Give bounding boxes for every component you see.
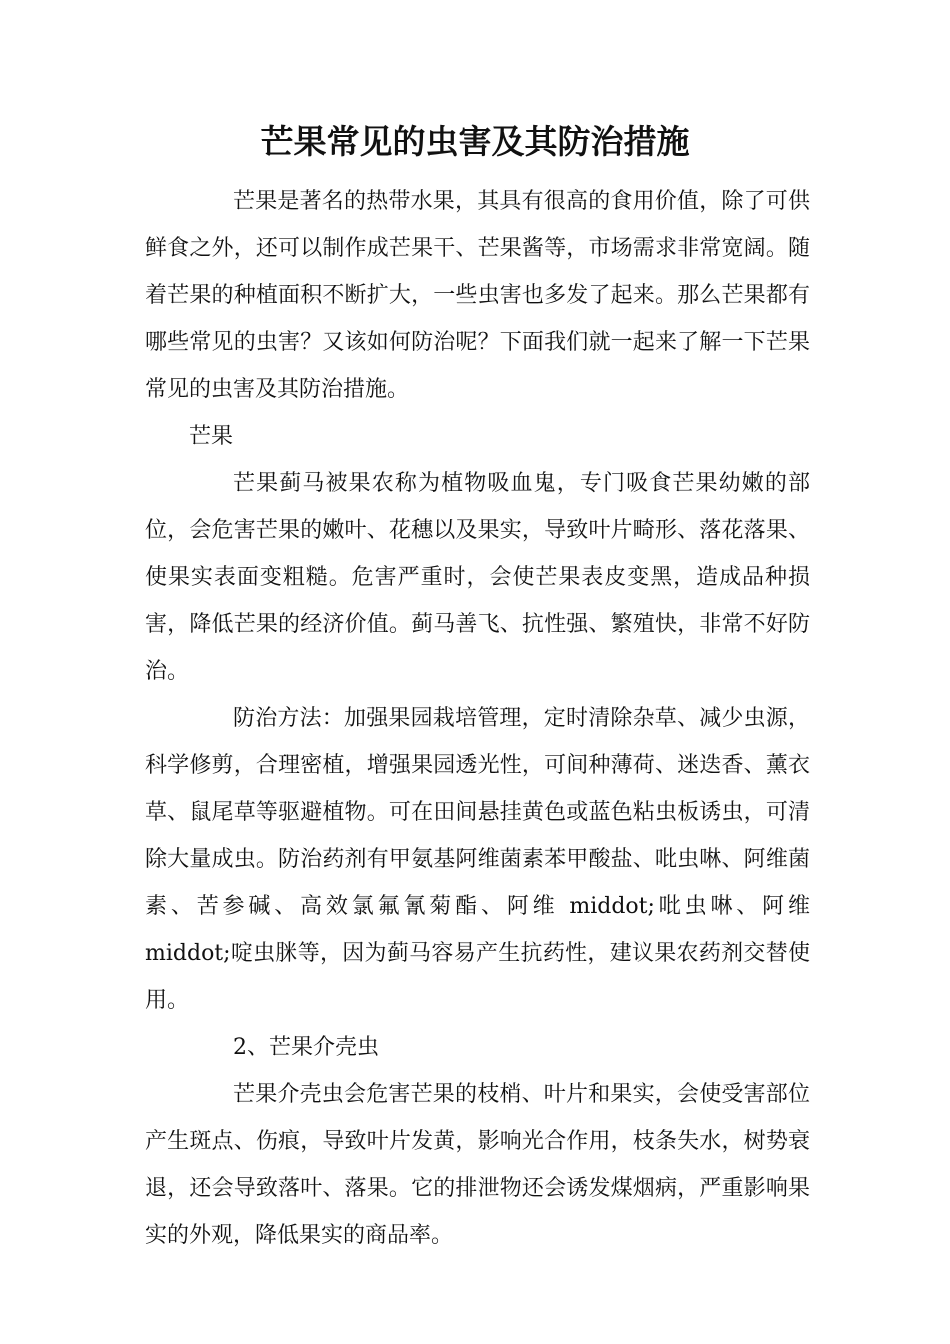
- paragraph-scale-insect: 芒果介壳虫会危害芒果的枝梢、叶片和果实，会使受害部位产生斑点、伤痕，导致叶片发黄，影响光合作用，枝条失水，树势衰退，还会导致落叶、落果。它的排泄物还会诱发煤烟病，严重影响果实的外观，降低果实的商品率。: [145, 1082, 810, 1248]
- section-heading-mango: 芒果: [189, 424, 234, 449]
- paragraph-intro: 芒果是著名的热带水果，其具有很高的食用价值，除了可供鲜食之外，还可以制作成芒果干、芒果酱等，市场需求非常宽阔。随着芒果的种植面积不断扩大，一些虫害也多发了起来。那么芒果都有哪些常见的虫害？又该如何防治呢？下面我们就一起来了解一下芒果常见的虫害及其防治措施。: [145, 189, 810, 402]
- paragraph-thrips-control: 防治方法：加强果园栽培管理，定时清除杂草、减少虫源，科学修剪，合理密植，增强果园透光性，可间种薄荷、迷迭香、薰衣草、鼠尾草等驱避植物。可在田间悬挂黄色或蓝色粘虫板诱虫，可清除大量成虫。防治药剂有甲氨基阿维菌素苯甲酸盐、吡虫啉、阿维菌素、苦参碱、高效氯氟氰菊酯、阿维 middot;吡虫啉、阿维 middot;啶虫脒等，因为蓟马容易产生抗药性，建议果农药剂交替使用。: [145, 706, 810, 1013]
- document-body: [145, 178, 810, 1259]
- paragraph-thrips: 芒果蓟马被果农称为植物吸血鬼，专门吸食芒果幼嫩的部位，会危害芒果的嫩叶、花穗以及果实，导致叶片畸形、落花落果、使果实表面变粗糙。危害严重时，会使芒果表皮变黑，造成品种损害，降低芒果的经济价值。蓟马善飞、抗性强、繁殖快，非常不好防治。: [145, 471, 810, 684]
- document-title: 芒果常见的虫害及其防治措施: [260, 122, 690, 161]
- section-heading-scale-insect: 2、芒果介壳虫: [233, 1035, 379, 1060]
